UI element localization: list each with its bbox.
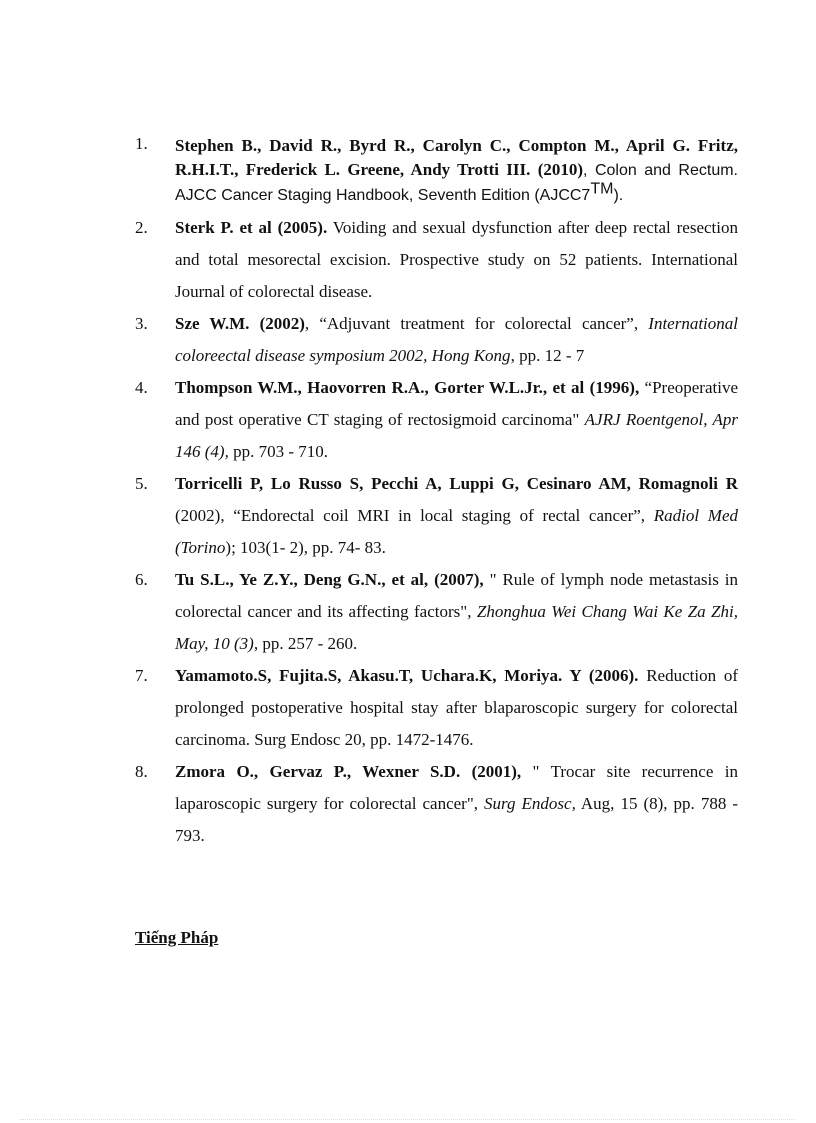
reference-pages: ); 103(1- 2), pp. 74- 83. [225,538,386,557]
reference-authors: Stephen B., David R., Byrd R., Carolyn C., Compton M., April G. Fritz, R.H.I.T., Frederick L. Greene, Andy Trotti III. [175,136,738,179]
reference-number: 1. [135,134,148,153]
reference-item [135,468,738,564]
reference-authors: Yamamoto.S, Fujita.S, Akasu.T, Uchara.K, Moriya. Y (2006). [175,666,639,685]
reference-list [135,134,738,852]
reference-title: , “Adjuvant treatment for colorectal cancer”, [304,314,649,333]
reference-title: “Preoperative and post operative CT staging of rectosigmoid carcinoma" [175,378,739,429]
reference-journal: Surg Endosc, [484,794,576,813]
reference-journal: Radiol Med (Torino [175,506,738,557]
reference-number: 4. [135,378,148,397]
reference-text: , Colon and Rectum. AJCC Cancer Staging Handbook, Seventh Edition (AJCC7 [175,162,738,204]
reference-item [135,660,738,756]
reference-text: Reduction of prolonged postoperative hospital stay after blaparoscopic surgery for colorectal carcinoma. Surg Endosc 20, pp. 1472-1476. [175,666,738,749]
reference-title: , “Endorectal coil MRI in local staging of rectal cancer”, [220,506,654,525]
reference-authors: Sterk P. et al (2005). [175,218,328,237]
reference-authors: Torricelli P, Lo Russo S, Pecchi A, Luppi G, Cesinaro AM, Romagnoli R [175,474,738,493]
reference-journal: International coloreectal disease symposium 2002, Hong Kong [175,314,738,365]
reference-title: " Trocar site recurrence in laparoscopic surgery for colorectal cancer", [175,762,738,813]
reference-item [135,308,738,372]
reference-item [135,372,738,468]
section-heading: Tiếng Pháp [135,928,219,947]
reference-authors: Tu S.L., Ye Z.Y., Deng G.N., et al, (2007), [175,570,484,589]
reference-number: 2. [135,218,148,237]
reference-item [135,756,738,852]
reference-authors: Sze W.M. (2002) [175,314,305,333]
reference-pages: Aug, 15 (8), pp. 788 - 793. [175,794,738,845]
reference-tail: ). [613,187,624,204]
reference-number: 7. [135,666,148,685]
reference-text: Voiding and sexual dysfunction after deep rectal resection and total mesorectal excision. Prospective study on 52 patients. International Journal of colorectal disease. [175,218,738,301]
reference-item [135,134,738,208]
reference-number: 6. [135,570,148,589]
reference-item [135,212,738,308]
page-bottom-divider [20,1119,796,1120]
reference-pages: , pp. 12 - 7 [510,346,585,365]
reference-year: (2002) [175,506,221,525]
reference-authors: Zmora O., Gervaz P., Wexner S.D. (2001), [175,762,522,781]
reference-authors: Thompson W.M., Haovorren R.A., Gorter W.L.Jr., et al (1996), [175,378,640,397]
reference-pages: pp. 257 - 260. [258,634,358,653]
reference-number: 5. [135,474,148,493]
reference-item [135,564,738,660]
reference-number: 8. [135,762,148,781]
reference-title: " Rule of lymph node metastasis in colorectal cancer and its affecting factors", [175,570,738,621]
reference-journal: AJRJ Roentgenol, Apr 146 (4), [175,410,738,461]
reference-number: 3. [135,314,148,333]
reference-year: (2010) [537,160,584,179]
reference-pages: pp. 703 - 710. [228,442,328,461]
reference-journal: Zhonghua Wei Chang Wai Ke Za Zhi, May, 10 (3), [175,602,738,653]
trademark-superscript: TM [590,180,614,198]
